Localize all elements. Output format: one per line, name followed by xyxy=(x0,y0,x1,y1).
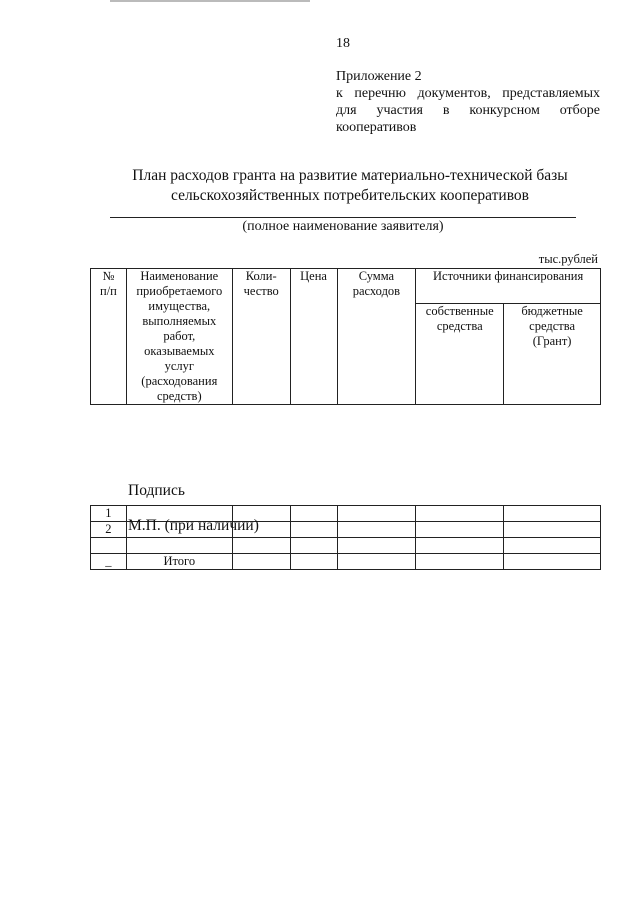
total-row xyxy=(91,554,601,570)
document-title xyxy=(60,166,640,206)
total-label: Итого xyxy=(126,554,232,570)
title-line-2: сельскохозяйственных потребительских кооперативов xyxy=(171,187,529,204)
appendix-line-4: кооперативов xyxy=(336,120,417,135)
header-price: Цена xyxy=(290,269,337,405)
top-edge-line xyxy=(110,0,310,2)
row-number xyxy=(91,538,127,554)
header-name-l3: имущества, xyxy=(148,299,211,313)
units-label: тыс.рублей xyxy=(538,252,598,266)
row-number: 1 xyxy=(91,506,127,522)
header-own-l1: собственные xyxy=(425,304,494,319)
header-sources: Источники финансирования xyxy=(416,269,601,304)
header-name-l9: средств) xyxy=(156,389,202,403)
header-num-l2: п/п xyxy=(100,284,117,298)
header-own-l2: средства xyxy=(436,319,483,334)
header-own-funds xyxy=(416,304,504,405)
stamp-label: М.П. (при наличии) xyxy=(128,517,259,534)
header-budget-funds xyxy=(504,304,601,405)
header-budget-l2: средства xyxy=(529,319,576,334)
title-line-1: План расходов гранта на развитие материально-технической базы xyxy=(132,167,568,184)
header-sum-l1: Сумма xyxy=(358,269,395,283)
row-number: _ xyxy=(91,554,127,570)
appendix-line-2: к перечню документов, представляемых xyxy=(336,86,600,101)
header-name-l2: приобретаемого xyxy=(136,284,223,298)
header-num xyxy=(91,269,127,405)
header-name-l6: оказываемых xyxy=(144,344,215,358)
header-name-l4: выполняемых xyxy=(142,314,217,328)
header-sum xyxy=(337,269,416,405)
applicant-name-line xyxy=(110,217,576,218)
header-budget-l1: бюджетные xyxy=(521,304,583,319)
page-number: 18 xyxy=(336,36,350,51)
appendix-line-1: Приложение 2 xyxy=(336,69,422,84)
header-name-l7: услуг xyxy=(164,359,195,373)
header-row-1 xyxy=(91,269,601,304)
header-qty xyxy=(232,269,290,405)
applicant-name-caption: (полное наименование заявителя) xyxy=(242,219,444,234)
header-name xyxy=(126,269,232,405)
header-sum-l2: расходов xyxy=(352,284,401,298)
header-name-l8: (расходования xyxy=(141,374,218,388)
header-name-l5: работ, xyxy=(163,329,196,343)
header-qty-l2: чество xyxy=(243,284,279,298)
signature-label: Подпись xyxy=(128,482,185,499)
header-num-l1: № xyxy=(102,269,115,283)
header-qty-l1: Коли- xyxy=(245,269,277,283)
row-number: 2 xyxy=(91,522,127,538)
header-name-l1: Наименование xyxy=(140,269,219,283)
table-row xyxy=(91,538,601,554)
appendix-line-3: для участия в конкурсном отборе xyxy=(336,103,600,118)
appendix-header xyxy=(336,68,600,136)
header-budget-l3: (Грант) xyxy=(532,334,572,349)
